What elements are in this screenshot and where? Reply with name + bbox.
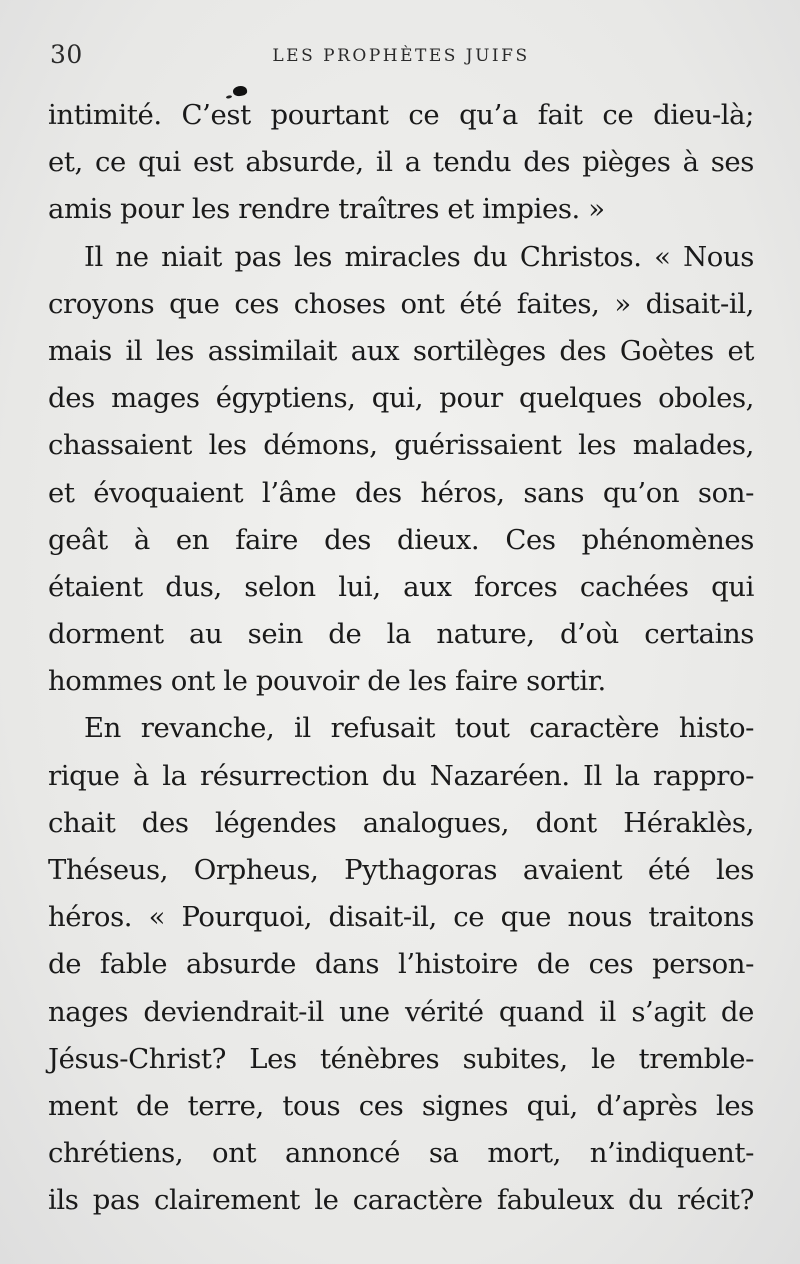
text-line: dorment au sein de la nature, d’où certains — [48, 618, 754, 651]
text-line: nages deviendrait-il une vérité quand il s’agit de — [48, 995, 754, 1028]
text-line: Jésus-Christ? Les ténèbres subites, le tremble- — [48, 1042, 754, 1075]
text-line: mais il les assimilait aux sortilèges des Goètes et — [48, 334, 754, 367]
body-text — [48, 92, 754, 1225]
text-line: chassaient les démons, guérissaient les malades, — [48, 429, 754, 462]
text-line: et, ce qui est absurde, il a tendu des pièges à ses — [48, 146, 754, 179]
text-line: rique à la résurrection du Nazaréen. Il la rappro- — [48, 759, 754, 792]
text-line: de fable absurde dans l’histoire de ces person- — [48, 948, 754, 981]
text-line: Il ne niait pas les miracles du Christos. « Nous — [84, 240, 754, 273]
text-line: chait des légendes analogues, dont Héraklès, — [48, 806, 754, 839]
text-line: étaient dus, selon lui, aux forces cachées qui — [48, 570, 754, 603]
running-title: LES PROPHÈTES JUIFS — [272, 46, 530, 66]
text-line: croyons que ces choses ont été faites, » disait-il, — [48, 287, 754, 320]
text-line: intimité. C’est pourtant ce qu’a fait ce dieu-là; — [48, 99, 754, 131]
text-line: héros. « Pourquoi, disait-il, ce que nous traitons — [48, 901, 754, 934]
text-line: En revanche, il refusait tout caractère histo- — [84, 712, 754, 745]
text-line: amis pour les rendre traîtres et impies. » — [48, 193, 605, 226]
text-line: geât à en faire des dieux. Ces phénomènes — [48, 523, 754, 556]
text-line: hommes ont le pouvoir de les faire sortir. — [48, 665, 606, 698]
text-line: chrétiens, ont annoncé sa mort, n’indiquent- — [48, 1137, 754, 1170]
page-number: 30 — [50, 40, 83, 69]
text-line: et évoquaient l’âme des héros, sans qu’on son- — [48, 476, 754, 509]
text-line: ment de terre, tous ces signes qui, d’après les — [48, 1089, 754, 1122]
text-line: des mages égyptiens, qui, pour quelques oboles, — [48, 382, 754, 415]
page-header — [50, 40, 752, 74]
text-line: ils pas clairement le caractère fabuleux du récit? — [48, 1184, 754, 1217]
text-line: Théseus, Orpheus, Pythagoras avaient été les — [48, 854, 754, 886]
